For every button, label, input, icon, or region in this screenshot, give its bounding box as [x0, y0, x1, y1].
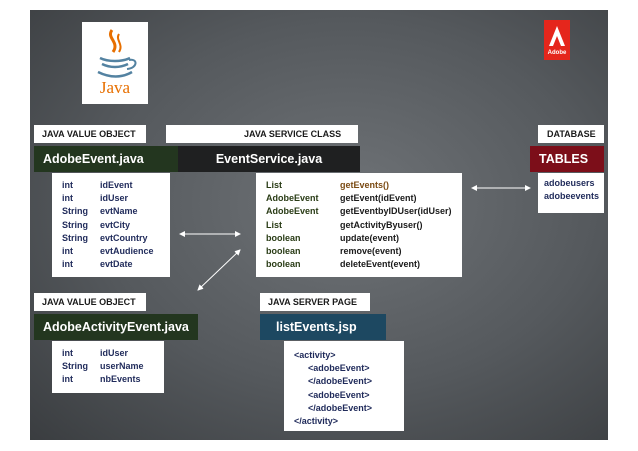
activity-field-row-name: idUser: [100, 348, 129, 358]
jsp-line: <activity>: [294, 350, 336, 360]
service-method-row-name: getEvents(): [340, 180, 390, 190]
event-field-row-name: evtDate: [100, 259, 133, 270]
event-field-row-type: String: [62, 219, 88, 230]
service-method-row-name: update(event): [340, 232, 400, 243]
database-title: TABLES: [530, 146, 604, 172]
service-method-row-type: boolean: [266, 259, 301, 270]
database-table-item: adobeevents: [544, 191, 600, 202]
jsp-line: </adobeEvent>: [308, 402, 373, 413]
database-header: DATABASE: [538, 125, 604, 143]
event-field-row-type: int: [62, 259, 73, 270]
jsp-line: <adobeEvent>: [308, 363, 370, 374]
activity-field-row-type: int: [62, 374, 73, 385]
event-field-row-type: int: [62, 246, 73, 257]
service-method-row-name: getEvent(idEvent): [340, 193, 417, 204]
service-method-row-type: AdobeEvent: [266, 193, 319, 204]
service-method-row-type: AdobeEvent: [266, 206, 319, 217]
event-field-row-type: String: [62, 232, 88, 243]
service-title: EventService.java: [178, 146, 360, 172]
activity-field-row-type: String: [62, 361, 88, 372]
service-method-row-type: boolean: [266, 246, 301, 257]
service-method-row-type: List: [266, 219, 283, 230]
activity-vo-header: JAVA VALUE OBJECT: [34, 293, 146, 311]
service-method-row-name: getActivityByuser(): [340, 219, 423, 230]
activity-field-row-name: nbEvents: [100, 374, 141, 385]
event-field-row-type: String: [62, 206, 88, 217]
activity-field-row-name: userName: [100, 361, 144, 372]
jsp-line: <adobeEvent>: [308, 389, 370, 400]
event-field-row-name: evtAudience: [100, 246, 154, 257]
event-field-row-name: evtName: [100, 206, 138, 217]
activity-vo-title: AdobeActivityEvent.java: [34, 314, 198, 340]
database-table-item: adobeusers: [544, 178, 595, 188]
event-field-row-name: idUser: [100, 193, 129, 204]
slide-background: [30, 10, 608, 440]
adobe-logo-text: Adobe: [547, 50, 567, 56]
jsp-line: </adobeEvent>: [308, 376, 373, 387]
arrow-activity-service: [198, 250, 240, 290]
jsp-header: JAVA SERVER PAGE: [260, 293, 370, 311]
service-method-row-type: boolean: [266, 232, 301, 243]
event-field-row-name: evtCity: [100, 219, 131, 230]
service-method-row-name: deleteEvent(event): [340, 259, 421, 270]
java-logo-text: Java: [99, 78, 131, 97]
connector-arrows: [30, 10, 608, 440]
event-field-row-type: int: [62, 180, 73, 190]
jsp-title: listEvents.jsp: [260, 314, 386, 340]
event-vo-header: JAVA VALUE OBJECT: [34, 125, 146, 143]
activity-field-row-type: int: [62, 348, 73, 358]
service-method-row-type: List: [266, 180, 283, 190]
event-field-row-name: idEvent: [100, 180, 133, 190]
service-header: JAVA SERVICE CLASS: [166, 125, 358, 143]
event-field-row-name: evtCountry: [100, 232, 148, 243]
event-field-row-type: int: [62, 193, 73, 204]
event-vo-title: AdobeEvent.java: [34, 146, 184, 172]
jsp-line: </activity>: [294, 416, 339, 427]
service-method-row-name: remove(event): [340, 246, 402, 257]
service-method-row-name: getEventbyIDUser(idUser): [340, 206, 452, 217]
